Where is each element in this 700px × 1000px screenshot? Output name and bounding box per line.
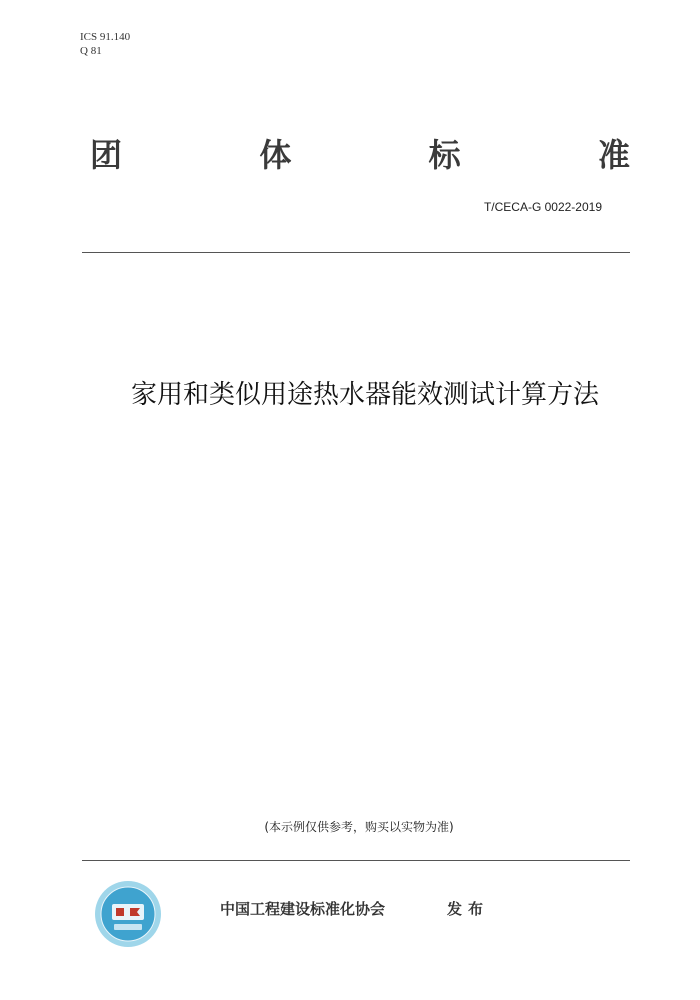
standard-number: T/CECA-G 0022-2019 — [483, 200, 602, 214]
classification-codes — [80, 30, 130, 58]
bottom-divider — [82, 860, 630, 861]
standard-type-char: 准 — [597, 136, 630, 174]
ccs-code: Q 81 — [80, 45, 102, 57]
publish-label: 发布 — [447, 900, 490, 918]
standard-type-char: 体 — [259, 136, 292, 174]
standard-type-char: 标 — [428, 136, 461, 174]
top-divider — [82, 252, 630, 253]
standard-type-heading — [90, 130, 630, 176]
sample-notice: (本示例仅供参考，购买以实物为准) — [264, 820, 454, 834]
standard-type-char: 团 — [90, 136, 123, 174]
document-title: 家用和类似用途热水器能效测试计算方法 — [130, 380, 599, 410]
publisher-name: 中国工程建设标准化协会 — [220, 900, 386, 918]
seal-ribbon — [114, 924, 142, 930]
ics-code: ICS 91.140 — [80, 31, 131, 43]
association-seal-icon — [94, 880, 162, 948]
